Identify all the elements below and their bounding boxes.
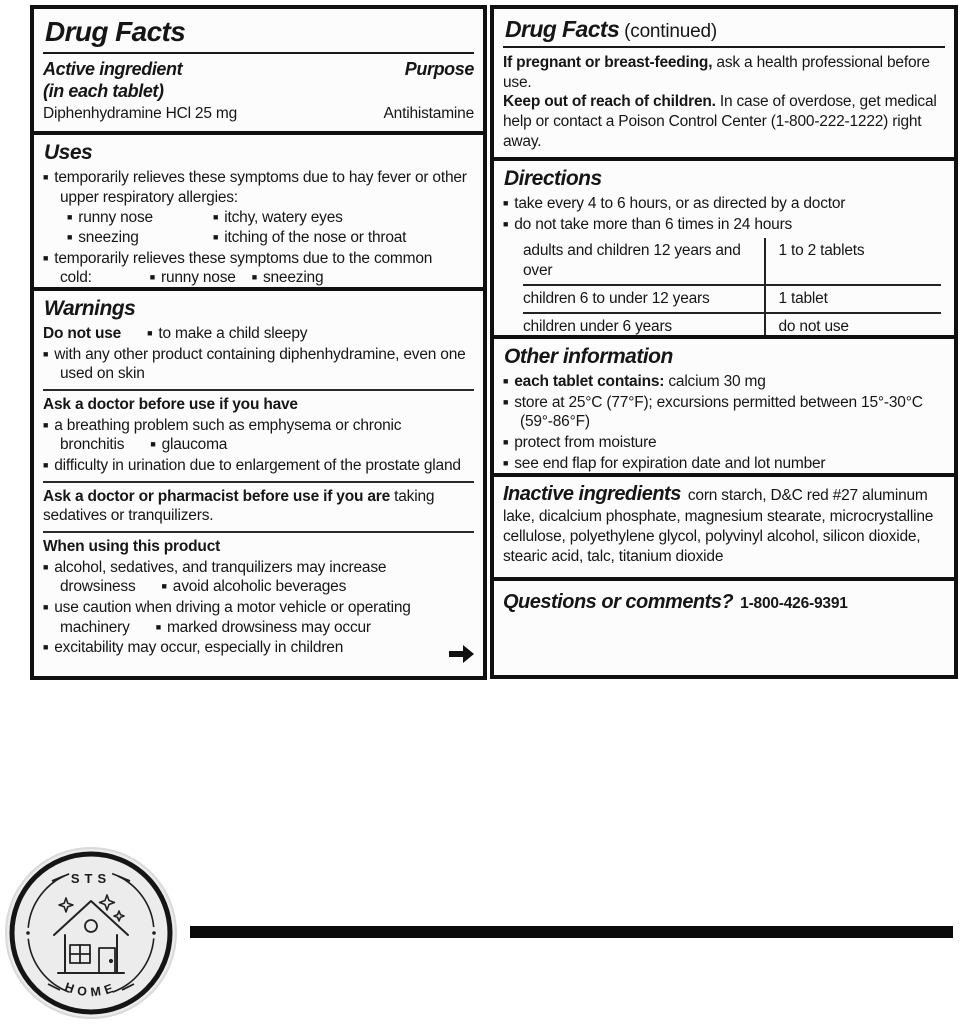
inactive-ingredients-section xyxy=(494,473,954,577)
dosage-age-group: children 6 to under 12 years xyxy=(523,285,765,313)
inactive-ingredients-heading: Inactive ingredients xyxy=(503,483,681,505)
bullet-icon: ■ xyxy=(67,232,73,243)
bullet-icon: ■ xyxy=(43,561,49,572)
bullet-icon: ■ xyxy=(43,602,49,613)
when-using-bullet-3: ■ excitability may occur, especially in children xyxy=(43,639,344,657)
bullet-icon: ■ xyxy=(43,419,49,430)
bullet-icon: ■ xyxy=(150,439,156,450)
title-rule xyxy=(503,46,945,48)
bullet-icon: ■ xyxy=(43,460,49,471)
dosage-amount: do not use xyxy=(765,313,941,335)
drug-facts-panel-right xyxy=(490,5,958,679)
active-ingredient-name: Diphenhydramine HCl 25 mg xyxy=(43,105,238,123)
bullet-icon: ■ xyxy=(503,437,509,448)
title-rule xyxy=(43,52,474,54)
when-using-bullet-1: ■ alcohol, sedatives, and tranquilizers may increase drowsiness ■ avoid alcoholic beverages xyxy=(43,558,387,596)
bullet-icon: ■ xyxy=(503,376,509,386)
bullet-icon: ■ xyxy=(43,642,49,653)
questions-section xyxy=(494,577,954,675)
other-info-bullet-2: ■ store at 25°C (77°F); excursions permitted between 15°-30°C (59°-86°F) xyxy=(503,393,923,431)
uses-sub-row-1: ■ runny nose ■ itchy, watery eyes xyxy=(67,209,343,227)
bullet-icon: ■ xyxy=(251,272,257,283)
section-divider-thin xyxy=(43,389,474,391)
other-information-section xyxy=(494,335,954,473)
table-row xyxy=(523,313,941,335)
keep-out-of-reach-warning: Keep out of reach of children. In case of overdose, get medical help or contact a Poison Control Center (1-800-222-1222) right away. xyxy=(503,93,937,150)
bullet-icon: ■ xyxy=(503,218,509,229)
warnings-heading: Warnings xyxy=(44,297,136,320)
continued-header-section xyxy=(494,9,954,157)
bullet-icon: ■ xyxy=(503,457,509,468)
dosage-amount: 1 to 2 tablets xyxy=(765,238,941,285)
purpose-value: Antihistamine xyxy=(383,105,474,123)
active-ingredient-heading: Active ingredient xyxy=(43,59,183,79)
do-not-use-bullet-2: ■ with any other product containing diphenhydramine, even one used on skin xyxy=(43,345,466,383)
uses-bullet-2: ■ temporarily relieves these symptoms due to the common cold: ■ runny nose ■ sneezing xyxy=(43,249,433,287)
logo-dot-right xyxy=(152,931,156,935)
when-using-bullet-2: ■ use caution when driving a motor vehicle or operating machinery ■ marked drowsiness may occur xyxy=(43,599,411,636)
directions-heading: Directions xyxy=(504,167,602,190)
dosage-age-group: children under 6 years xyxy=(523,313,765,335)
bullet-icon: ■ xyxy=(155,621,161,632)
do-not-use-line: Do not use ■ to make a child sleepy xyxy=(43,325,308,342)
uses-heading: Uses xyxy=(44,141,93,164)
footer-divider-bar xyxy=(190,926,953,938)
uses-bullet-1: ■ temporarily relieves these symptoms due to hay fever or other upper respiratory allergies: xyxy=(43,169,467,206)
drug-facts-panel-left xyxy=(30,5,487,680)
continued-arrow-icon xyxy=(449,644,475,669)
other-information-heading: Other information xyxy=(504,345,673,368)
logo-bottom-text: HOME xyxy=(62,979,120,1000)
when-using-heading: When using this product xyxy=(43,538,221,556)
dosage-age-group: adults and children 12 years and over xyxy=(523,242,741,279)
dosage-amount: 1 tablet xyxy=(765,285,941,313)
ask-doctor-heading: Ask a doctor before use if you have xyxy=(43,396,298,414)
questions-heading: Questions or comments? xyxy=(503,591,734,613)
active-ingredient-heading-2: (in each tablet) xyxy=(43,80,164,101)
bullet-icon: ■ xyxy=(213,212,219,223)
logo-dot-left xyxy=(26,931,30,935)
bullet-icon: ■ xyxy=(503,198,509,208)
bullet-icon: ■ xyxy=(149,272,155,283)
bullet-icon: ■ xyxy=(161,581,167,592)
bullet-icon: ■ xyxy=(43,252,49,263)
pregnant-warning: If pregnant or breast-feeding, ask a health professional before use. xyxy=(503,54,930,91)
table-row xyxy=(523,238,941,285)
uses-sub-row-2: ■ sneezing ■ itching of the nose or throat xyxy=(67,229,407,247)
directions-bullet-1: ■ take every 4 to 6 hours, or as directed by a doctor xyxy=(503,195,846,212)
bullet-icon: ■ xyxy=(213,232,219,243)
bullet-icon: ■ xyxy=(43,172,49,182)
drug-facts-header-section xyxy=(34,9,483,131)
section-divider-thin xyxy=(43,481,474,483)
directions-bullet-2: ■ do not take more than 6 times in 24 hours xyxy=(503,215,793,233)
questions-phone: 1-800-426-9391 xyxy=(740,595,848,612)
bullet-icon: ■ xyxy=(147,328,153,338)
other-info-bullet-4: ■ see end flap for expiration date and lot number xyxy=(503,454,826,472)
directions-section xyxy=(494,157,954,335)
bullet-icon: ■ xyxy=(43,348,49,359)
drug-facts-title: Drug Facts xyxy=(45,16,186,47)
table-row xyxy=(523,285,941,313)
ask-pharmacist-line: Ask a doctor or pharmacist before use if you are taking sedatives or tranquilizers. xyxy=(43,487,435,525)
bullet-icon: ■ xyxy=(67,212,73,223)
other-info-bullet-1: ■ each tablet contains: calcium 30 mg xyxy=(503,373,766,390)
questions-line xyxy=(503,590,945,615)
dosage-table xyxy=(523,238,941,335)
sts-home-logo xyxy=(4,845,178,1022)
ask-doctor-bullet-2: ■ difficulty in urination due to enlargement of the prostate gland xyxy=(43,457,461,475)
ask-doctor-bullet-1: ■ a breathing problem such as emphysema or chronic bronchitis ■ glaucoma xyxy=(43,416,402,454)
other-info-bullet-3: ■ protect from moisture xyxy=(503,434,657,452)
bullet-icon: ■ xyxy=(503,396,509,407)
inactive-ingredients-paragraph: Inactive ingredients corn starch, D&C red #27 aluminum lake, dicalcium phosphate, magnesium stearate, microcrystalline cellulose, polyethylene glycol, polyvinyl alcohol, silicon dioxide, stearic acid, talc, titanium dioxide xyxy=(503,483,934,565)
uses-section xyxy=(34,131,483,287)
logo-top-text: STS xyxy=(70,871,112,886)
warnings-section xyxy=(34,287,483,676)
section-divider-thin xyxy=(43,531,474,533)
drug-facts-continued-title: Drug Facts (continued) xyxy=(505,16,717,42)
purpose-heading: Purpose xyxy=(404,59,474,79)
